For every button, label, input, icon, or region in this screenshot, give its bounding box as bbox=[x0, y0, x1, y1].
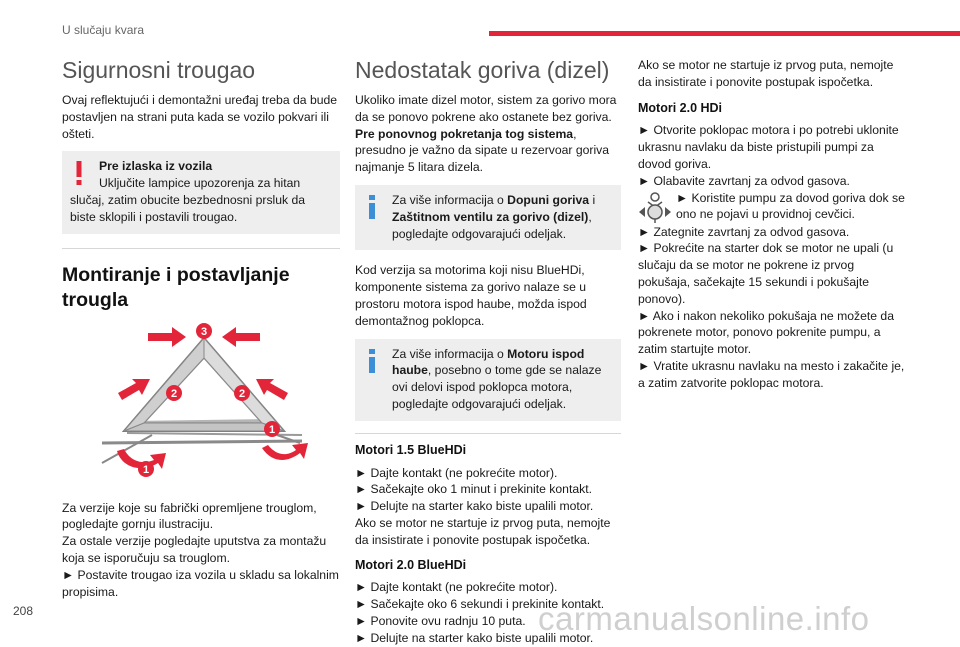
marker-label: 2 bbox=[238, 387, 246, 400]
bold-span: Dopuni goriva bbox=[507, 192, 590, 207]
warning-box bbox=[62, 151, 340, 233]
subsection-title-2-0-bluehdi: Motori 2.0 BlueHDi bbox=[355, 557, 467, 572]
retry-paragraph: Ako se motor ne startuje iz prvog puta, nemojte da insistirate i ponovite postupak ispočetka. bbox=[638, 58, 894, 89]
step-line: ► Pokrećite na starter dok se motor ne upali (u slučaju da se motor ne pokrene iz prvog pokušaja, sačekajte 15 sekundi i pokušajte ponovo). bbox=[638, 241, 894, 306]
info-box-refuel bbox=[355, 185, 621, 250]
section-title-fuel-shortage: Nedostatak goriva (dizel) bbox=[355, 57, 610, 83]
marker-label: 2 bbox=[170, 387, 178, 400]
triangle-diagram bbox=[62, 323, 340, 488]
step-line: ► Olabavite zavrtanj za odvod gasova. bbox=[638, 173, 850, 188]
step-line: ► Sačekajte oko 6 sekundi i prekinite kontakt. bbox=[355, 597, 605, 612]
text-span: , pogledajte odgovarajući odeljak. bbox=[392, 209, 592, 241]
exclamation-warning-icon bbox=[74, 160, 84, 186]
text-span: , presudno je važno da sipate u rezervoar goriva najmanje 5 litara dizela. bbox=[355, 126, 610, 175]
divider bbox=[62, 248, 340, 249]
step-line: ► Dajte kontakt (ne pokrećite motor). bbox=[355, 465, 558, 480]
body-line: Za verzije koje su fabrički opremljene trouglom, pogledajte gornju ilustraciju. bbox=[62, 500, 317, 532]
text-span: Ukoliko imate dizel motor, sistem za gorivo mora da se ponovo pokrene ako ostanete bez goriva. bbox=[355, 93, 617, 124]
info-text bbox=[363, 192, 613, 242]
marker-label: 3 bbox=[200, 325, 208, 338]
text-span: Za više informacija o bbox=[392, 346, 508, 361]
step-line: ► Delujte na starter kako biste upalili motor. bbox=[355, 630, 594, 645]
marker-label: 1 bbox=[142, 463, 150, 476]
step-line: Ako se motor ne startuje iz prvog puta, nemojte da insistirate i ponovite postupak ispočetka. bbox=[355, 515, 611, 547]
column-warning-triangle bbox=[62, 53, 340, 600]
bold-span: Motoru ispod haube bbox=[392, 346, 585, 378]
steps-2-0-hdi bbox=[638, 122, 906, 391]
warning-text: Uključite lampice upozorenja za hitan slučaj, zatim obucite bezbednosni prsluk da biste sklopili i postavili trougao. bbox=[70, 176, 306, 224]
column-2-0-hdi bbox=[638, 53, 906, 392]
step-line: ► Ponovite ovu radnju 10 puta. bbox=[355, 613, 526, 628]
running-header: U slučaju kvara bbox=[62, 23, 145, 37]
steps-1-5 bbox=[355, 465, 621, 549]
fuel-intro bbox=[355, 92, 621, 176]
body-line: Za ostale verzije pogledajte uputstva za montažu koja se isporučuju sa trouglom. bbox=[62, 534, 327, 565]
step-line: ► Otvorite poklopac motora i po potrebi uklonite ukrasnu navlaku da biste pristupili pumpi za dovod goriva. bbox=[638, 123, 899, 171]
subsection-title-2-0-hdi: Motori 2.0 HDi bbox=[638, 100, 723, 115]
triangle-illustration bbox=[62, 323, 340, 488]
non-bluehdi-paragraph: Kod verzija sa motorima koji nisu BlueHDi, komponente sistema za gorivo nalaze se u prostoru motora ispod haube, možda ispod demontažnog poklopca. bbox=[355, 263, 587, 328]
header-accent-bar bbox=[489, 31, 960, 36]
text-span: i bbox=[589, 192, 596, 207]
step-line: ► Sačekajte oko 1 minut i prekinite kontakt. bbox=[355, 482, 592, 497]
pump-step bbox=[638, 190, 906, 224]
step-line: ► Dajte kontakt (ne pokrećite motor). bbox=[355, 580, 558, 595]
page-number: 208 bbox=[13, 604, 34, 618]
section-title-mounting: Montiranje i postavljanje trougla bbox=[62, 263, 290, 311]
column-fuel-shortage bbox=[355, 53, 621, 647]
divider bbox=[355, 433, 621, 434]
step-line: ► Zategnite zavrtanj za odvod gasova. bbox=[638, 224, 850, 239]
step-line: ► Delujte na starter kako biste upalili motor. bbox=[355, 499, 594, 514]
bold-span: Zaštitnom ventilu za gorivo (dizel) bbox=[392, 209, 589, 224]
step-line: ► Vratite ukrasnu navlaku na mesto i zakačite je, a zatim zatvorite poklopac motora. bbox=[638, 358, 905, 390]
text-span: Za više informacija o bbox=[392, 192, 508, 207]
info-text bbox=[363, 346, 613, 413]
step-line: ► Ako i nakon nekoliko pokušaja ne možete da pokrenete motor, ponovo pokrenite pumpu, a zatim startujte motor. bbox=[638, 308, 894, 357]
watermark: carmanualsonline.info bbox=[538, 600, 870, 637]
hand-pump-icon bbox=[638, 190, 672, 224]
section-title-warning-triangle: Sigurnosni trougao bbox=[62, 57, 256, 83]
info-icon bbox=[366, 348, 378, 374]
intro-paragraph: Ovaj reflektujući i demontažni uređaj treba da bude postavljen na strani puta kada se vozilo pokvari ili ošteti. bbox=[62, 93, 338, 141]
pump-step-text: ► Koristite pumpu za dovod goriva dok se ono ne pojavi u providnoj cevčici. bbox=[676, 190, 905, 222]
marker-label: 1 bbox=[268, 423, 276, 436]
body-line: ► Postavite trougao iza vozila u skladu sa lokalnim propisima. bbox=[62, 567, 339, 599]
info-box-engine bbox=[355, 339, 621, 421]
bold-span: Pre ponovnog pokretanja tog sistema bbox=[355, 126, 574, 141]
text-span: , posebno o tome gde se nalaze ovi delovi ispod poklopca motora, pogledajte odgovarajući odeljak. bbox=[392, 363, 602, 411]
mounting-text bbox=[62, 500, 340, 601]
info-icon bbox=[366, 194, 378, 220]
subsection-title-1-5: Motori 1.5 BlueHDi bbox=[355, 442, 467, 457]
warning-heading: Pre izlaska iz vozila bbox=[99, 159, 213, 174]
